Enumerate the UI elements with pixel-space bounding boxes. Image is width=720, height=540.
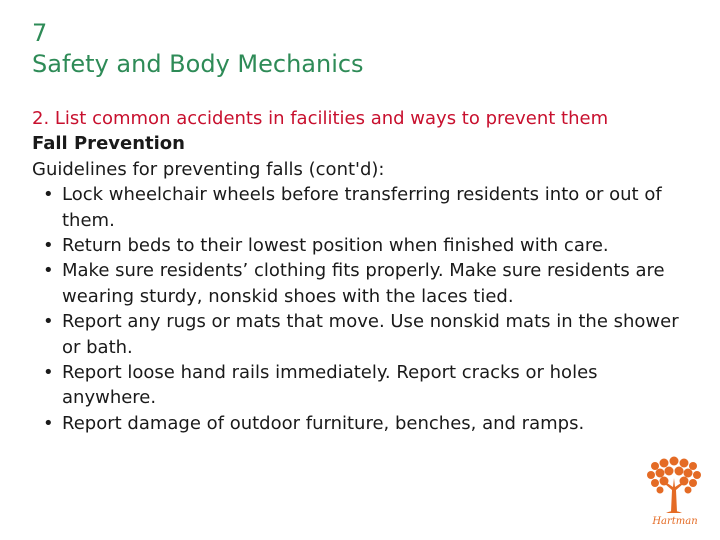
list-item: • Return beds to their lowest position when finished with care. bbox=[62, 233, 692, 258]
list-item: • Report damage of outdoor furniture, benches, and ramps. bbox=[62, 411, 692, 436]
chapter-number: 7 bbox=[32, 19, 48, 47]
list-item: • Lock wheelchair wheels before transferring residents into or out of them. bbox=[62, 182, 692, 233]
slide-body bbox=[32, 106, 692, 436]
heart-tree-icon bbox=[644, 456, 706, 518]
logo-text: Hartman bbox=[652, 516, 698, 527]
chapter-title: Safety and Body Mechanics bbox=[32, 50, 364, 78]
learning-objective: 2. List common accidents in facilities and ways to prevent them bbox=[32, 108, 609, 129]
list-item: • Report loose hand rails immediately. Report cracks or holes anywhere. bbox=[62, 360, 692, 411]
section-title: Fall Prevention bbox=[32, 133, 185, 155]
guideline-list bbox=[32, 182, 692, 436]
list-item: • Report any rugs or mats that move. Use nonskid mats in the shower or bath. bbox=[62, 309, 692, 360]
publisher-logo bbox=[644, 456, 706, 532]
list-item: • Make sure residents’ clothing fits properly. Make sure residents are wearing sturdy, nonskid shoes with the laces tied. bbox=[62, 258, 692, 309]
slide-header bbox=[32, 18, 364, 80]
intro-text: Guidelines for preventing falls (cont'd): bbox=[32, 158, 385, 180]
